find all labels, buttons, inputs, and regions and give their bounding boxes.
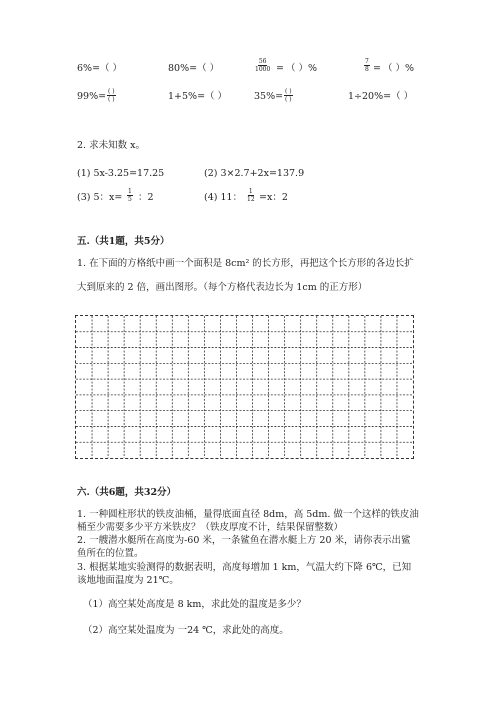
equation-3-prefix: (3) 5：x=	[77, 192, 123, 203]
fraction-numerator: ( )	[108, 88, 115, 95]
fraction-7-8	[364, 58, 370, 73]
equation-2: (2) 3×2.7+2x=137.9	[204, 168, 305, 179]
calc-6-percent: 6%=（ ）	[77, 63, 123, 74]
fraction-56-1000	[254, 58, 271, 73]
fraction-1-5	[127, 188, 133, 203]
fraction-numerator: 7	[365, 58, 369, 65]
section-2-heading: 2. 求未知数 x。	[77, 140, 145, 151]
fraction-denominator: 12	[247, 196, 255, 203]
fraction-denominator: ( )	[285, 96, 292, 103]
section-6-sub-question-1: （1）高空某处高度是 8 km，求此处的温度是多少？	[83, 599, 306, 610]
calc-99-percent: 99%=	[77, 91, 107, 102]
section-5-q1-line1: 1. 在下面的方格纸中画一个面积是 8cm² 的长方形，再把这个长方形的各边长扩	[77, 258, 414, 269]
fraction-denominator: 5	[128, 196, 132, 203]
fraction-blank	[107, 88, 116, 103]
fraction-numerator: ( )	[285, 88, 292, 95]
fraction-denominator: 1000	[255, 66, 271, 73]
equation-4-suffix: =x：2	[259, 192, 288, 203]
fraction-denominator: 8	[365, 66, 369, 73]
section-6-line-4: 鱼所在的位置。	[77, 548, 144, 559]
section-6-line-3: 2. 一艘潜水艇所在高度为-60 米，一条鲨鱼在潜水艇上方 20 米，请你表示出鲨	[77, 535, 411, 546]
calc-fraction-to-percent-1: （ ）%	[286, 63, 318, 74]
equal-sign: =	[373, 63, 381, 74]
fraction-numerator: 1	[248, 188, 253, 195]
equation-4-prefix: (4) 11：	[204, 192, 243, 203]
fraction-denominator: ( )	[108, 96, 115, 103]
fraction-1-12	[246, 188, 256, 203]
equation-1: (1) 5x-3.25=17.25	[77, 168, 165, 179]
section-6-line-5: 3. 根据某地实验测得的数据表明，高度每增加 1 km，气温大约下降 6℃，已知	[77, 562, 412, 573]
fraction-blank	[284, 88, 293, 103]
square-grid-paper	[75, 315, 414, 459]
section-5-title: 五.（共1题，共5分）	[77, 236, 170, 247]
section-6-line-6: 该地地面温度为 21℃。	[77, 575, 179, 586]
section-6-sub-question-2: （2）高空某处温度为 一24 ℃，求此处的高度。	[83, 625, 289, 636]
calc-35-percent: 35%=	[254, 91, 284, 102]
calc-fraction-to-percent-2: （ ）%	[383, 63, 415, 74]
calc-80-percent: 80%=（ ）	[168, 63, 220, 74]
fraction-numerator: 1	[128, 188, 132, 195]
section-6-line-2: 桶至少需要多少平方米铁皮？（铁皮厚度不计，结果保留整数）	[77, 522, 344, 533]
fraction-numerator: 56	[258, 58, 267, 65]
section-6-title: 六.（共6题，共32分）	[77, 487, 177, 498]
equal-sign: =	[276, 63, 284, 74]
section-5-q1-line2: 大到原来的 2 倍，画出图形。（每个方格代表边长为 1cm 的正方形）	[77, 282, 368, 293]
calc-1-plus-5-percent: 1+5%=（ ）	[168, 91, 228, 102]
equation-3-suffix: ：2	[138, 192, 154, 203]
section-6-line-1: 1. 一种圆柱形状的铁皮油桶，量得底面直径 8dm，高 5dm. 做一个这样的铁皮油	[77, 509, 419, 520]
calc-1-div-20-percent: 1÷20%=（ ）	[348, 91, 414, 102]
